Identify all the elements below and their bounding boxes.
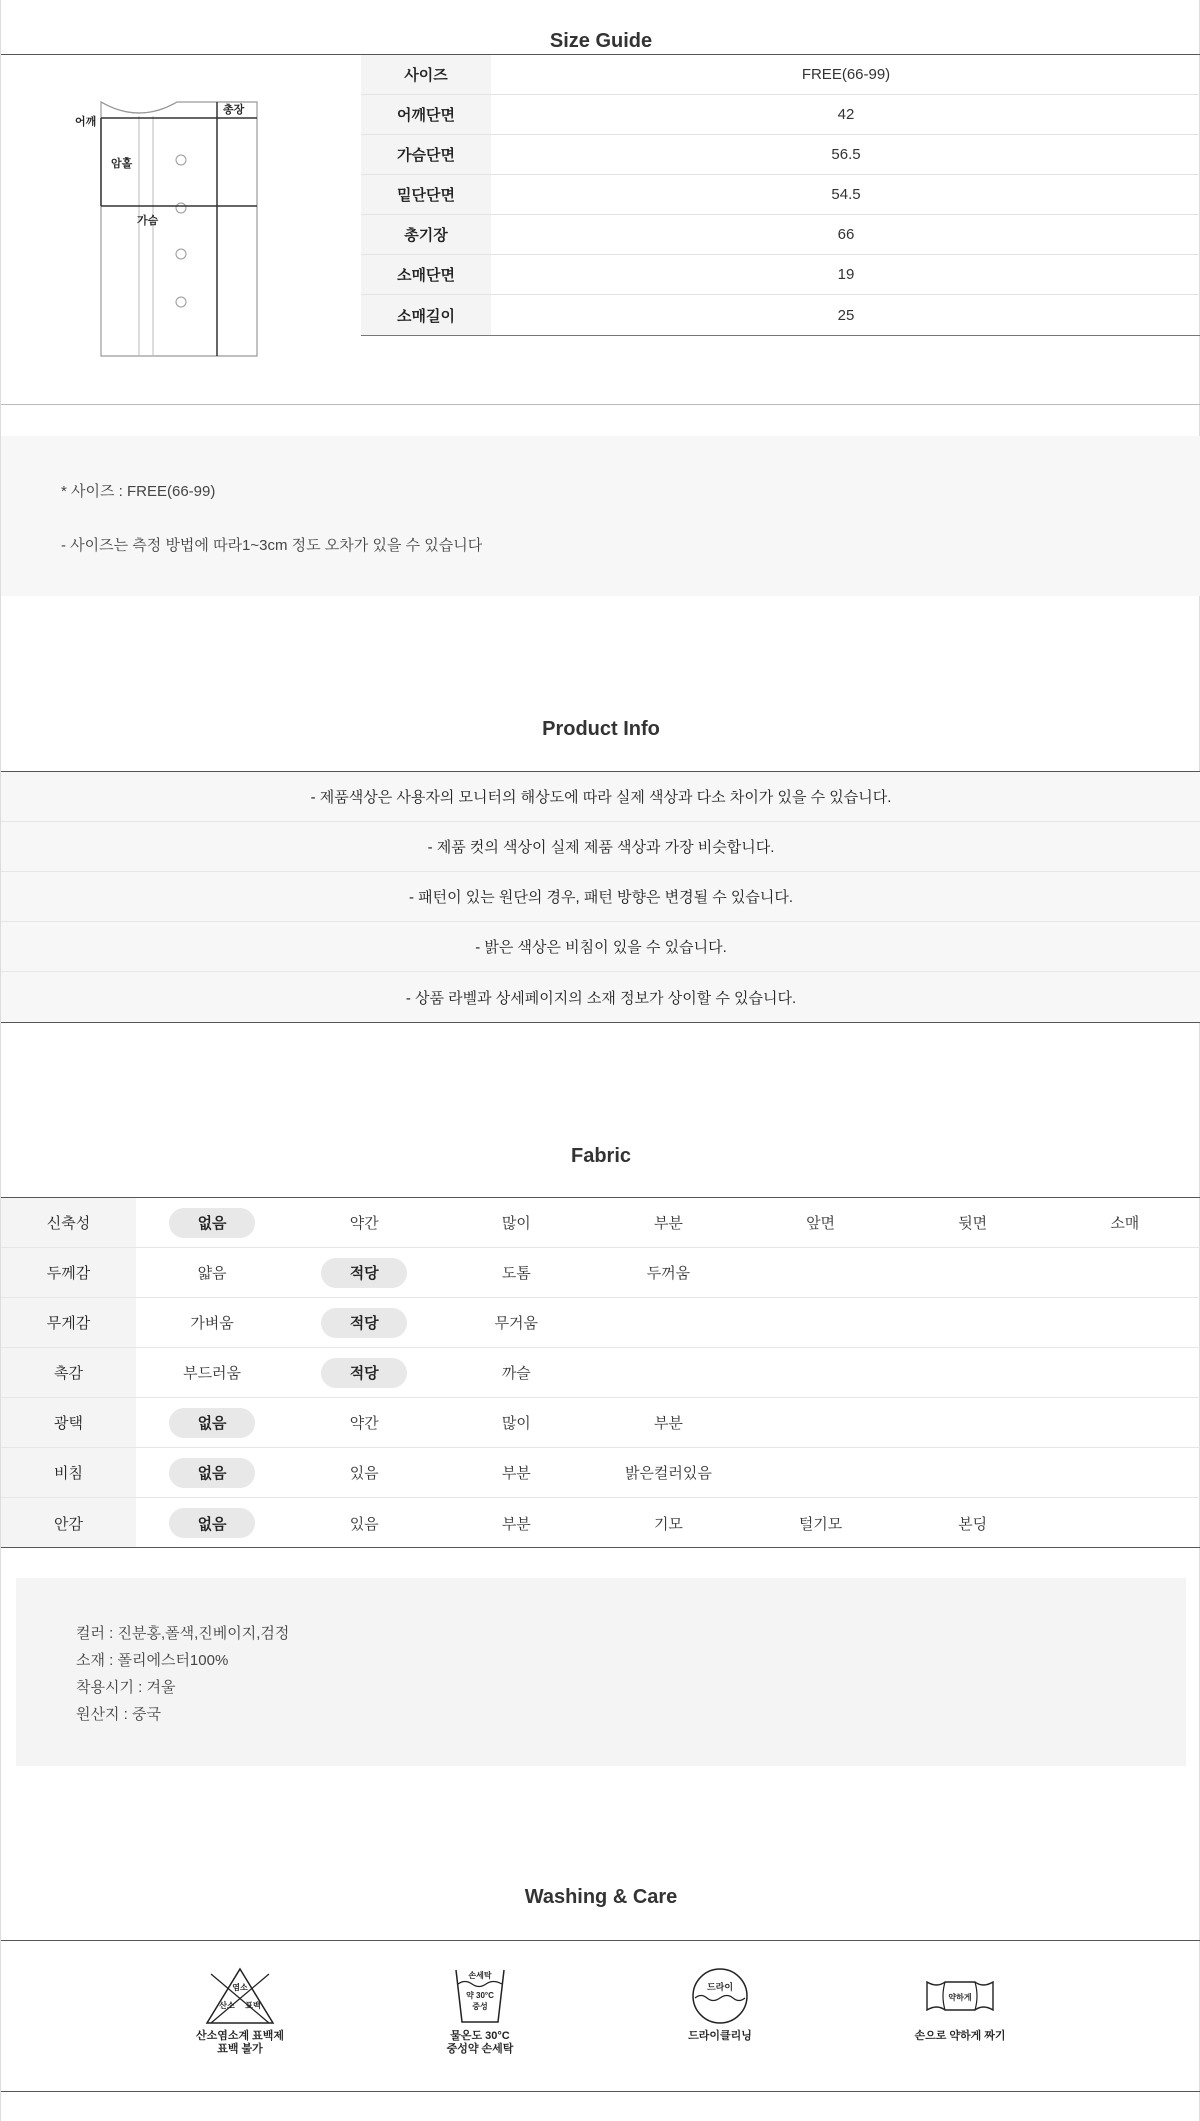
fabric-title: Fabric — [570, 1145, 632, 1167]
list-item: - 제품 컷의 색상이 실제 제품 색상과 가장 비슷합니다. — [1, 822, 1200, 872]
size-row — [361, 55, 1200, 95]
fabric-option-cell — [745, 1398, 897, 1447]
fabric-attribute: 신축성 — [1, 1198, 136, 1247]
fabric-option-selected: 적당 — [321, 1258, 407, 1288]
symbol-text: 표백 — [245, 2001, 261, 2010]
material-box — [16, 1578, 1186, 1766]
fabric-attribute: 촉감 — [1, 1348, 136, 1397]
size-key: 소매길이 — [361, 295, 491, 335]
size-value: 25 — [837, 306, 855, 324]
fabric-option: 있음 — [349, 1465, 379, 1482]
fabric-row — [1, 1248, 1200, 1298]
size-table — [361, 55, 1200, 336]
size-row — [361, 95, 1200, 135]
fabric-option: 도톰 — [501, 1265, 531, 1282]
material-line: 컬러 : 진분홍,폴색,진베이지,검정 — [76, 1625, 290, 1642]
fabric-option-selected: 없음 — [169, 1208, 255, 1238]
size-value: 54.5 — [831, 186, 861, 203]
size-value: 42 — [837, 106, 855, 123]
fabric-row — [1, 1348, 1200, 1398]
size-value: 19 — [837, 266, 855, 283]
fabric-option-selected: 없음 — [169, 1458, 255, 1488]
symbol-text: 중성 — [472, 2002, 488, 2011]
fabric-option-cell — [136, 1198, 288, 1247]
size-value: 56.5 — [831, 146, 861, 163]
fabric-option-cell — [440, 1398, 592, 1447]
fabric-attribute: 무게감 — [1, 1298, 136, 1347]
fabric-option-selected: 적당 — [321, 1308, 407, 1338]
fabric-option: 털기모 — [798, 1515, 843, 1533]
size-key: 총기장 — [361, 215, 491, 254]
fabric-option: 소매 — [1110, 1215, 1140, 1232]
care-label: 표백 불가 — [217, 2043, 263, 2055]
fabric-option: 얇음 — [197, 1265, 227, 1282]
fabric-option-cell — [897, 1498, 1049, 1548]
fabric-option-cell — [745, 1448, 897, 1497]
fabric-attribute: 안감 — [1, 1498, 136, 1548]
material-line: 소재 : 폴리에스터100% — [76, 1652, 229, 1669]
size-row — [361, 295, 1200, 335]
fabric-option-cell — [1049, 1298, 1200, 1347]
fabric-option-cell — [440, 1448, 592, 1497]
fabric-option-cell — [897, 1448, 1049, 1497]
fabric-option: 있음 — [349, 1515, 379, 1533]
diagram-label-total: 총장 — [223, 104, 245, 116]
gentle-wring-icon — [923, 1966, 997, 2026]
fabric-option: 까슬 — [501, 1365, 531, 1382]
fabric-row — [1, 1198, 1200, 1248]
size-key: 가슴단면 — [361, 135, 491, 174]
fabric-option-cell — [592, 1248, 744, 1297]
list-item: - 밝은 색상은 비침이 있을 수 있습니다. — [1, 922, 1200, 972]
fabric-option-cell — [897, 1248, 1049, 1297]
size-guide-title: Size Guide — [549, 30, 653, 52]
size-row — [361, 215, 1200, 255]
fabric-attribute: 두께감 — [1, 1248, 136, 1297]
symbol-text: 드라이 — [706, 1982, 734, 1992]
fabric-option: 밝은컬러있음 — [624, 1465, 712, 1482]
fabric-row — [1, 1448, 1200, 1498]
fabric-option-cell — [136, 1448, 288, 1497]
care-item-no-bleach — [140, 1966, 340, 2056]
fabric-option-cell — [592, 1348, 744, 1397]
fabric-table — [1, 1198, 1200, 1548]
fabric-option-cell — [592, 1198, 744, 1247]
fabric-option-selected: 없음 — [169, 1408, 255, 1438]
washing-title: Washing & Care — [524, 1886, 678, 1908]
divider — [1, 2091, 1200, 2092]
fabric-option-cell — [745, 1248, 897, 1297]
fabric-option-cell — [592, 1498, 744, 1548]
fabric-option-cell — [1049, 1448, 1200, 1497]
fabric-option: 기모 — [653, 1515, 683, 1533]
fabric-option: 앞면 — [806, 1215, 836, 1232]
fabric-option: 부분 — [653, 1215, 683, 1232]
fabric-option-cell — [745, 1298, 897, 1347]
fabric-option: 무거움 — [494, 1315, 539, 1332]
care-item-gentle-wring — [860, 1966, 1060, 2043]
hand-wash-icon — [450, 1966, 510, 2026]
fabric-option: 부분 — [501, 1465, 531, 1482]
fabric-option-cell — [592, 1398, 744, 1447]
divider — [1, 1022, 1200, 1023]
care-label: 드라이클리닝 — [688, 2030, 752, 2042]
fabric-option-cell — [745, 1348, 897, 1397]
product-info-title: Product Info — [542, 718, 660, 740]
fabric-option-cell — [897, 1298, 1049, 1347]
size-key: 어깨단면 — [361, 95, 491, 134]
fabric-option-cell — [1049, 1398, 1200, 1447]
size-note: * 사이즈 : FREE(66-99) — [61, 483, 216, 500]
fabric-option-cell — [745, 1498, 897, 1548]
fabric-option-cell — [1049, 1198, 1200, 1247]
fabric-option-cell — [592, 1448, 744, 1497]
divider — [1, 404, 1200, 405]
fabric-option-cell — [288, 1448, 440, 1497]
fabric-option-cell — [440, 1198, 592, 1247]
size-row — [361, 175, 1200, 215]
symbol-text: 손세탁 — [468, 1971, 492, 1980]
symbol-text: 산소 — [219, 2001, 235, 2010]
fabric-option-cell — [288, 1198, 440, 1247]
size-key: 밑단단면 — [361, 175, 491, 214]
size-key: 사이즈 — [361, 55, 491, 94]
symbol-text: 약하게 — [948, 1993, 972, 2002]
fabric-option: 많이 — [501, 1415, 531, 1432]
fabric-row — [1, 1498, 1200, 1548]
fabric-option-cell — [897, 1348, 1049, 1397]
vest-diagram — [69, 96, 269, 362]
size-key: 소매단면 — [361, 255, 491, 294]
fabric-option-selected: 없음 — [169, 1508, 255, 1538]
fabric-option: 부분 — [653, 1415, 683, 1432]
divider — [1, 1547, 1200, 1548]
fabric-option-cell — [288, 1248, 440, 1297]
diagram-label-armhole: 암홀 — [111, 158, 133, 170]
size-row — [361, 255, 1200, 295]
fabric-attribute: 비침 — [1, 1448, 136, 1497]
fabric-option-cell — [136, 1248, 288, 1297]
material-line: 착용시기 : 겨울 — [76, 1679, 176, 1696]
fabric-option-cell — [1049, 1248, 1200, 1297]
care-label: 손으로 약하게 짜기 — [914, 2030, 1006, 2042]
fabric-option-cell — [440, 1498, 592, 1548]
care-item-dry-clean — [620, 1966, 820, 2043]
list-item: - 제품색상은 사용자의 모니터의 해상도에 따라 실제 색상과 다소 차이가 있을 수 있습니다. — [1, 772, 1200, 822]
size-note: - 사이즈는 측정 방법에 따라1~3cm 정도 오차가 있을 수 있습니다 — [61, 537, 483, 554]
diagram-label-shoulder: 어깨 — [75, 116, 97, 128]
list-item: - 상품 라벨과 상세페이지의 소재 정보가 상이할 수 있습니다. — [1, 972, 1200, 1022]
fabric-option-cell — [592, 1298, 744, 1347]
fabric-option-cell — [1049, 1348, 1200, 1397]
fabric-row — [1, 1398, 1200, 1448]
fabric-option-cell — [440, 1348, 592, 1397]
fabric-option-cell — [288, 1398, 440, 1447]
fabric-option: 뒷면 — [958, 1215, 988, 1232]
fabric-option-cell — [1049, 1498, 1200, 1548]
fabric-option: 부드러움 — [183, 1365, 242, 1382]
fabric-option-selected: 적당 — [321, 1358, 407, 1388]
fabric-option-cell — [440, 1298, 592, 1347]
fabric-option: 본딩 — [958, 1515, 988, 1533]
size-value: 66 — [837, 226, 855, 243]
fabric-option-cell — [745, 1198, 897, 1247]
fabric-option: 약간 — [349, 1215, 379, 1232]
fabric-row — [1, 1298, 1200, 1348]
care-label: 물온도 30°C — [450, 2030, 510, 2042]
fabric-option: 부분 — [501, 1515, 531, 1533]
fabric-option-cell — [288, 1348, 440, 1397]
fabric-option-cell — [440, 1248, 592, 1297]
fabric-option-cell — [136, 1298, 288, 1347]
fabric-option-cell — [897, 1198, 1049, 1247]
fabric-option: 약간 — [349, 1415, 379, 1432]
fabric-attribute: 광택 — [1, 1398, 136, 1447]
symbol-text: 염소 — [232, 1983, 248, 1992]
size-value: FREE(66-99) — [801, 66, 891, 83]
fabric-option-cell — [136, 1398, 288, 1447]
material-line: 원산지 : 중국 — [76, 1706, 161, 1723]
product-info-list — [1, 772, 1200, 1022]
fabric-option-cell — [288, 1498, 440, 1548]
diagram-label-chest: 가슴 — [137, 215, 159, 227]
care-label: 중성약 손세탁 — [446, 2043, 514, 2055]
care-item-hand-wash — [380, 1966, 580, 2056]
fabric-option-cell — [136, 1498, 288, 1548]
no-bleach-icon — [203, 1966, 277, 2026]
care-label: 산소염소계 표백제 — [195, 2030, 285, 2042]
size-note-box — [1, 436, 1200, 596]
list-item: - 패턴이 있는 원단의 경우, 패턴 방향은 변경될 수 있습니다. — [1, 872, 1200, 922]
size-row — [361, 135, 1200, 175]
dry-clean-icon — [690, 1966, 750, 2026]
fabric-option-cell — [136, 1348, 288, 1397]
symbol-text: 약 30°C — [466, 1991, 494, 2000]
fabric-option-cell — [897, 1398, 1049, 1447]
fabric-option: 많이 — [501, 1215, 531, 1232]
fabric-option: 두꺼움 — [646, 1265, 691, 1282]
fabric-option-cell — [288, 1298, 440, 1347]
divider — [1, 1940, 1200, 1941]
fabric-option: 가벼움 — [190, 1315, 234, 1332]
